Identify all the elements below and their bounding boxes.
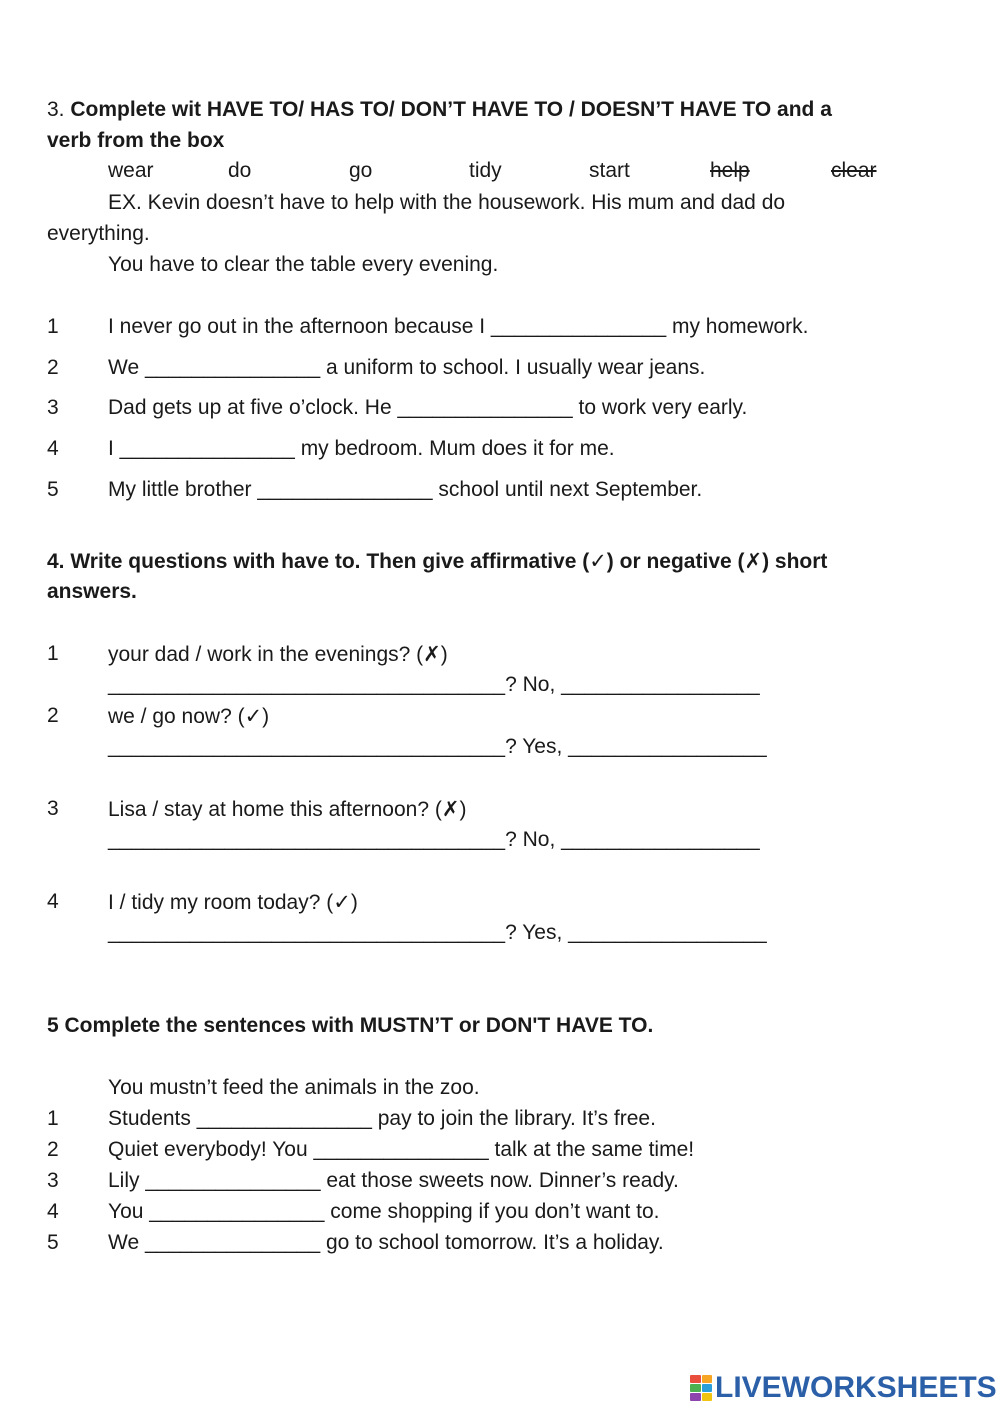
item-number: 3 <box>47 797 59 820</box>
example-line2: everything. <box>47 222 150 245</box>
box-word: go <box>349 159 373 182</box>
item-number: 3 <box>47 1169 59 1192</box>
exercise-sentence: Students _______________ pay to join the library. It’s free. <box>108 1107 656 1130</box>
exercise-sentence: Dad gets up at five o’clock. He _______________ to work very early. <box>108 396 748 419</box>
section5-instruction: 5 Complete the sentences with MUSTN’T or DON'T HAVE TO. <box>47 1014 654 1037</box>
exercise-sentence: Quiet everybody! You _______________ talk at the same time! <box>108 1138 695 1161</box>
item-number: 1 <box>47 1107 59 1130</box>
exercise-sentence: I never go out in the afternoon because I _______________ my homework. <box>108 315 809 338</box>
answer-line: __________________________________? No, _________________ <box>108 828 760 851</box>
logo-text: LIVEWORKSHEETS <box>715 1371 997 1404</box>
item-number: 4 <box>47 437 59 460</box>
question-prompt: Lisa / stay at home this afternoon? (✗) <box>108 798 467 821</box>
item-number: 2 <box>47 1138 59 1161</box>
item-number: 2 <box>47 356 59 379</box>
box-word-used: help <box>710 159 750 182</box>
question-prompt: we / go now? (✓) <box>108 705 270 728</box>
answer-line: __________________________________? Yes, _________________ <box>108 921 767 944</box>
exercise-sentence: We _______________ a uniform to school. I usually wear jeans. <box>108 356 706 379</box>
box-word: start <box>589 159 630 182</box>
section4-instruction-line2: answers. <box>47 580 137 603</box>
question-prompt: I / tidy my room today? (✓) <box>108 891 358 914</box>
item-number: 3 <box>47 396 59 419</box>
item-number: 4 <box>47 890 59 913</box>
section3-heading <box>47 98 832 122</box>
section5-example: You mustn’t feed the animals in the zoo. <box>108 1076 480 1099</box>
example-line1: EX. Kevin doesn’t have to help with the housework. His mum and dad do <box>108 191 786 214</box>
section3-instruction-line2: verb from the box <box>47 129 225 152</box>
item-number: 5 <box>47 1231 59 1254</box>
box-word-used: clear <box>831 159 877 182</box>
liveworksheets-logo-icon <box>690 1375 712 1401</box>
exercise-sentence: Lily _______________ eat those sweets now. Dinner’s ready. <box>108 1169 679 1192</box>
section4-instruction-line1: 4. Write questions with have to. Then give affirmative (✓) or negative (✗) short <box>47 550 828 573</box>
item-number: 4 <box>47 1200 59 1223</box>
exercise-sentence: My little brother _______________ school until next September. <box>108 478 703 501</box>
section3-instruction-line1: Complete wit HAVE TO/ HAS TO/ DON’T HAVE TO / DOESN’T HAVE TO and a <box>70 98 832 121</box>
box-word: tidy <box>469 159 502 182</box>
answer-line: __________________________________? Yes, _________________ <box>108 735 767 758</box>
answer-line: __________________________________? No, _________________ <box>108 673 760 696</box>
item-number: 1 <box>47 315 59 338</box>
example-2: You have to clear the table every evening. <box>108 253 499 276</box>
item-number: 5 <box>47 478 59 501</box>
box-word: do <box>228 159 252 182</box>
question-prompt: your dad / work in the evenings? (✗) <box>108 643 448 666</box>
item-number: 1 <box>47 642 59 665</box>
exercise-sentence: You _______________ come shopping if you don’t want to. <box>108 1200 660 1223</box>
exercise-sentence: I _______________ my bedroom. Mum does it for me. <box>108 437 615 460</box>
exercise-sentence: We _______________ go to school tomorrow. It’s a holiday. <box>108 1231 664 1254</box>
liveworksheets-logo[interactable] <box>690 1371 997 1405</box>
item-number: 2 <box>47 704 59 727</box>
box-word: wear <box>108 159 154 182</box>
section3-number: 3. <box>47 98 65 121</box>
